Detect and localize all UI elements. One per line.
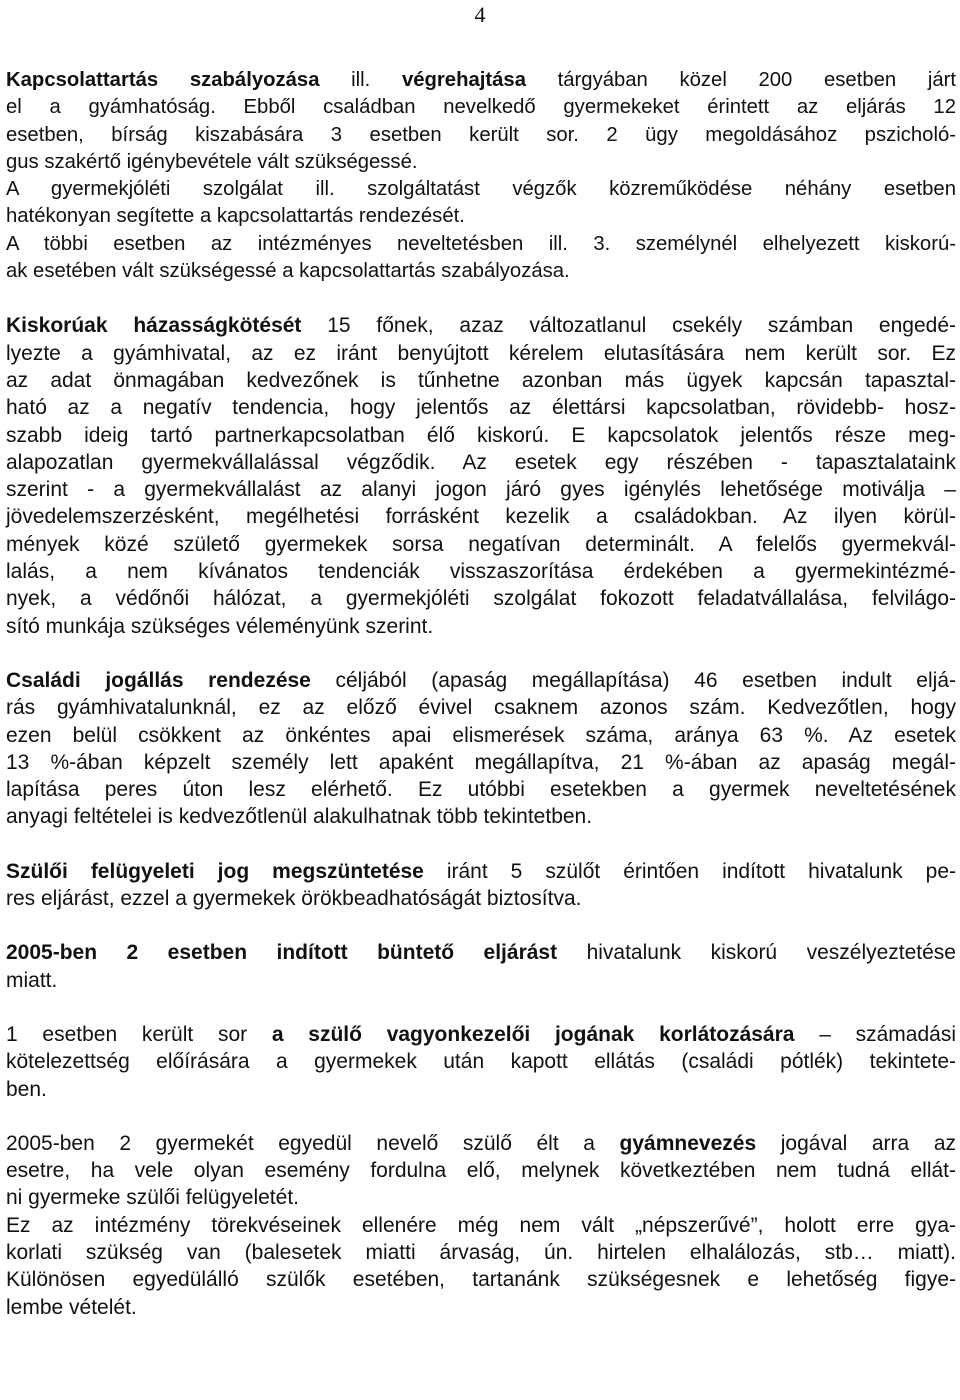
paragraph-gyamnevezes (6, 1130, 956, 1321)
text-run: ható az a negatív tendencia, hogy jelentős az élettársi kapcsolatban, rövidebb- hosz- (6, 396, 956, 420)
text-line (6, 449, 956, 476)
text-run: hivatalunk kiskorú veszélyeztetése (557, 941, 956, 965)
text-run: A többi esetben az intézményes neveltetésben ill. 3. személynél elhelyezett kiskorú- (6, 232, 956, 255)
text-line (6, 422, 956, 449)
text-run: Különösen egyedülálló szülők esetében, tartanánk szükségesnek e lehetőség figye- (6, 1268, 956, 1292)
text-line (6, 613, 956, 640)
text-run: – számadási (794, 1022, 956, 1046)
bold-text: Családi jogállás rendezése (6, 668, 311, 692)
text-line (6, 531, 956, 558)
text-run: lyezte a gyámhivatal, az ez iránt benyújtott kérelem elutasítására nem került sor. Ez (6, 341, 956, 365)
document-body (6, 67, 956, 1321)
text-line (6, 722, 956, 749)
text-line (6, 667, 956, 694)
text-run: res eljárást, ezzel a gyermekek örökbeadhatóságát biztosítva. (6, 887, 582, 911)
text-run: ill. (319, 69, 402, 91)
text-run: esetben, bírság kiszabására 3 esetben került sor. 2 ügy megoldásához pszicholó- (6, 123, 956, 146)
bold-text: Szülői felügyeleti jog megszüntetése (6, 859, 424, 883)
text-run: mények közé születő gyermekek sorsa negatívan determinált. A felelős gyermekvál- (6, 532, 956, 556)
bold-text: végrehajtása (401, 69, 526, 91)
text-run: Ez az intézmény törekvéseinek ellenére még nem vált „népszerűvé”, holott erre gya- (6, 1213, 956, 1237)
paragraph-bunteto-eljaras (6, 939, 956, 994)
text-run: korlati szükség van (balesetek miatti árvaság, ún. hirtelen elhalálozás, stb… miatt). (6, 1240, 956, 1264)
text-run: kötelezettség előírására a gyermekek után kapott ellátás (családi pótlék) tekintete- (6, 1050, 956, 1074)
text-line (6, 1157, 956, 1184)
text-run: hatékonyan segítette a kapcsolattartás rendezését. (6, 205, 465, 228)
text-run: jövedelemszerzésként, megélhetési forrásként kezelik a családokban. Az ilyen körül- (6, 505, 956, 529)
text-run: anyagi feltételei is kedvezőtlenül alakulhatnak több tekintetben. (6, 805, 593, 829)
text-run: ni gyermeke szülői felügyeletét. (6, 1186, 299, 1210)
text-line (6, 1184, 956, 1211)
text-line (6, 176, 956, 203)
bold-text: a szülő vagyonkezelői jogának korlátozására (271, 1022, 795, 1046)
text-line (6, 585, 956, 612)
text-line (6, 1076, 956, 1103)
text-line (6, 558, 956, 585)
text-line (6, 476, 956, 503)
text-line (6, 94, 956, 121)
text-run: szabb ideig tartó partnerkapcsolatban élő kiskorú. E kapcsolatok jelentős része meg- (6, 423, 956, 447)
text-line (6, 749, 956, 776)
text-line (6, 803, 956, 830)
text-line (6, 885, 956, 912)
text-line (6, 367, 956, 394)
text-run: miatt. (6, 968, 58, 992)
text-run: 13 %-ában képzelt személy lett apaként megállapítva, 21 %-ában az apaság megál- (6, 750, 956, 774)
bold-text: Kiskorúak házasságkötését (6, 314, 302, 338)
text-line (6, 231, 956, 258)
text-line (6, 340, 956, 367)
paragraph-csaladi-jogallas (6, 667, 956, 831)
text-run: az adat önmagában kedvezőnek is tűnhetne azonban más ügyek kapcsán tapasztal- (6, 368, 956, 392)
text-line (6, 1212, 956, 1239)
paragraph-szuloi-felugyelet (6, 858, 956, 913)
text-line (6, 1266, 956, 1293)
text-run: jogával arra az (756, 1131, 956, 1155)
text-run: nyek, a védőnői hálózat, a gyermekjóléti szolgálat fokozott feladatvállalása, felvilágo- (6, 587, 956, 611)
text-line (6, 939, 956, 966)
text-line (6, 122, 956, 149)
text-line (6, 694, 956, 721)
text-line (6, 776, 956, 803)
text-line (6, 1294, 956, 1321)
text-line (6, 967, 956, 994)
text-line (6, 503, 956, 530)
text-line (6, 858, 956, 885)
text-run: lembe vételét. (6, 1295, 137, 1319)
paragraph-hazassagkotes (6, 312, 956, 640)
paragraph-vagyonkezeloi-jog (6, 1021, 956, 1103)
bold-text: gyámnevezés (619, 1131, 757, 1155)
paragraph-kapcsolattartas (6, 67, 956, 285)
text-run: lapítása peres úton lesz elérhető. Ez utóbbi esetekben a gyermek neveltetésének (6, 778, 956, 802)
text-line (6, 1048, 956, 1075)
text-run: szerint - a gyermekvállalást az alanyi jogon járó gyes igénylés lehetősége motiválja – (6, 478, 956, 502)
text-run: esetre, ha vele olyan esemény fordulna elő, melynek következtében nem tudná ellát- (6, 1159, 956, 1183)
text-run: 2005-ben 2 gyermekét egyedül nevelő szülő élt a (6, 1131, 620, 1155)
text-line (6, 149, 956, 176)
page-number: 4 (474, 2, 486, 27)
text-line (6, 394, 956, 421)
text-run: el a gyámhatóság. Ebből családban nevelkedő gyermekeket érintett az eljárás 12 (6, 96, 956, 119)
text-run: ezen belül csökkent az önkéntes apai elismerések száma, aránya 63 %. Az esetek (6, 723, 956, 747)
text-run: lalás, a nem kívánatos tendenciák visszaszorítása érdekében a gyermekintézmé- (6, 560, 956, 584)
text-run: A gyermekjóléti szolgálat ill. szolgáltatást végzők közreműködése néhány esetben (6, 178, 956, 201)
text-run: tárgyában közel 200 esetben járt (525, 69, 956, 91)
text-line (6, 258, 956, 285)
text-run: ak esetében vált szükségessé a kapcsolattartás szabályozása. (6, 260, 570, 283)
text-line (6, 312, 956, 339)
text-run: iránt 5 szülőt érintően indított hivatalunk pe- (423, 859, 956, 883)
text-line (6, 203, 956, 230)
text-line (6, 1021, 956, 1048)
text-run: rás gyámhivatalunknál, ez az előző évivel csaknem azonos szám. Kedvezőtlen, hogy (6, 696, 956, 720)
text-run: 1 esetben került sor (6, 1022, 272, 1046)
text-run: gus szakértő igénybevétele vált szükségessé. (6, 150, 418, 173)
text-line (6, 1239, 956, 1266)
text-run: céljából (apaság megállapítása) 46 esetben indult eljá- (310, 668, 956, 692)
text-run: ben. (6, 1077, 47, 1101)
bold-text: Kapcsolattartás szabályozása (6, 69, 320, 91)
text-run: sító munkája szükséges véleményünk szerint. (6, 614, 434, 638)
text-run: alapozatlan gyermekvállalással végződik. Az esetek egy részében - tapasztalataink (6, 450, 956, 474)
text-line (6, 1130, 956, 1157)
text-line (6, 67, 956, 94)
bold-text: 2005-ben 2 esetben indított büntető eljárást (6, 941, 558, 965)
text-run: 15 főnek, azaz változatlanul csekély számban engedé- (301, 314, 956, 338)
